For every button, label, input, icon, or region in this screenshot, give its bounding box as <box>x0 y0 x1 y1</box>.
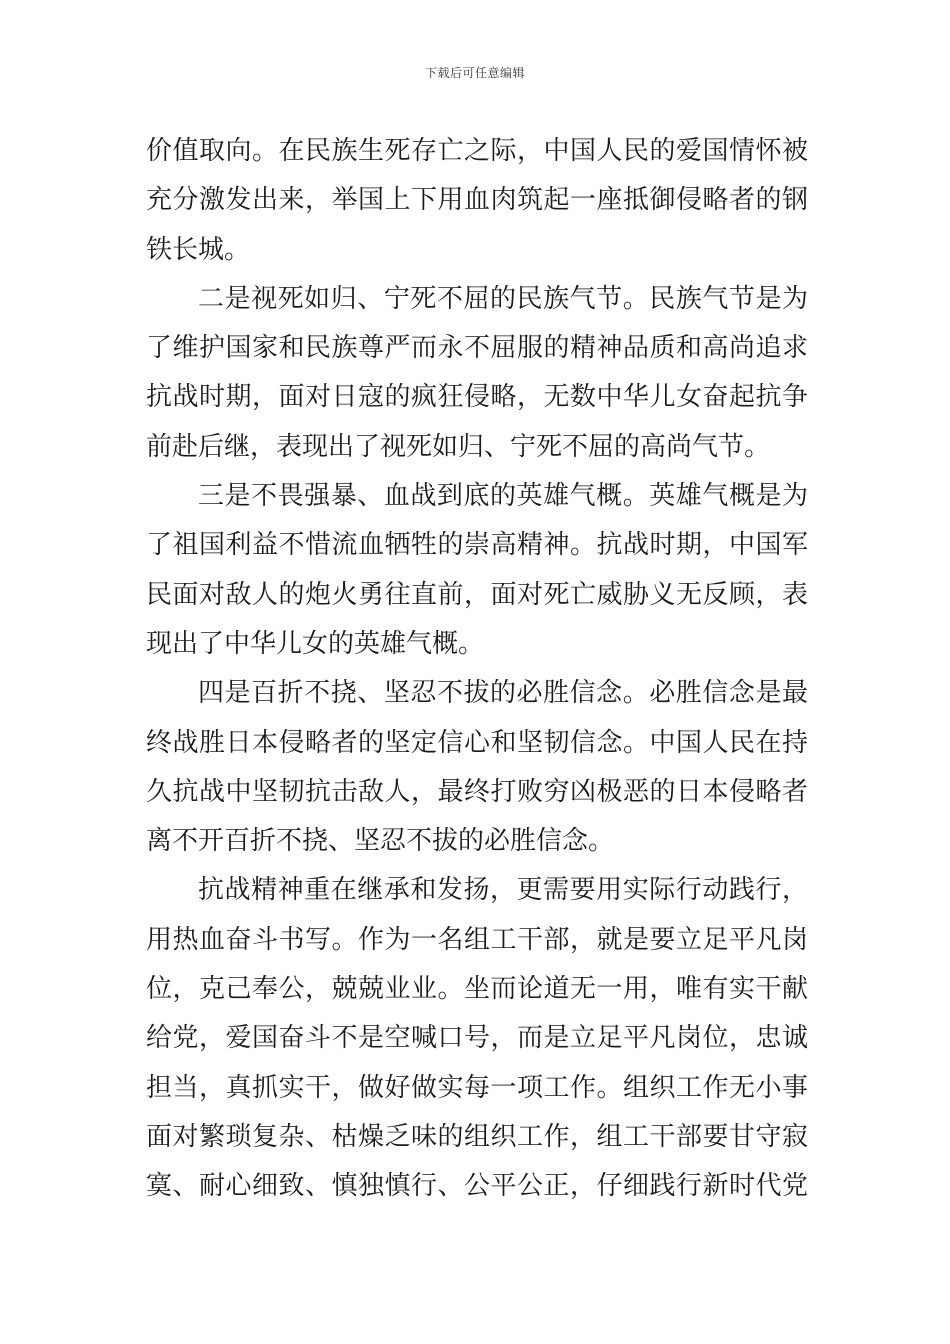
text-line: 抗战时期，面对日寇的疯狂侵略，无数中华儿女奋起抗争 <box>146 382 808 413</box>
text-line: 了祖国利益不惜流血牺牲的崇高精神。抗战时期，中国军 <box>146 530 808 561</box>
document-body <box>146 127 808 1212</box>
text-line: 久抗战中坚韧抗击敌人，最终打败穷凶极恶的日本侵略者 <box>146 776 808 807</box>
text-line: 了维护国家和民族尊严而永不屈服的精神品质和高尚追求 <box>146 333 808 364</box>
text-line: 价值取向。在民族生死存亡之际，中国人民的爱国情怀被 <box>146 136 808 166</box>
paragraph-start-line: 四是百折不挠、坚忍不拔的必胜信念。必胜信念是最 <box>198 678 808 709</box>
paragraph-start-line: 二是视死如归、宁死不屈的民族气节。民族气节是为 <box>198 283 808 314</box>
text-line: 前赴后继，表现出了视死如归、宁死不屈的高尚气节。 <box>146 431 771 462</box>
text-line: 离不开百折不挠、坚忍不拔的必胜信念。 <box>146 826 615 857</box>
text-line: 给党，爱国奋斗不是空喊口号，而是立足平凡岗位，忠诚 <box>146 1023 808 1054</box>
text-line: 面对繁琐复杂、枯燥乏味的组织工作，组工干部要甘守寂 <box>146 1121 808 1152</box>
text-line: 寞、耐心细致、慎独慎行、公平公正，仔细践行新时代党 <box>146 1171 808 1202</box>
text-line: 民面对敌人的炮火勇往直前，面对死亡威胁义无反顾，表 <box>146 579 808 610</box>
text-line: 位，克己奉公，兢兢业业。坐而论道无一用，唯有实干献 <box>146 974 808 1005</box>
text-line: 充分激发出来，举国上下用血肉筑起一座抵御侵略者的钢 <box>146 185 808 216</box>
text-line: 终战胜日本侵略者的坚定信心和坚韧信念。中国人民在持 <box>146 727 808 758</box>
page-header: 下载后可任意编辑 <box>424 66 525 80</box>
text-line: 担当，真抓实干，做好做实每一项工作。组织工作无小事 <box>146 1072 808 1103</box>
text-line: 铁长城。 <box>146 234 251 265</box>
paragraph-start-line: 三是不畏强暴、血战到底的英雄气概。英雄气概是为 <box>198 481 808 512</box>
paragraph-start-line: 抗战精神重在继承和发扬，更需要用实际行动践行， <box>198 875 808 906</box>
text-line: 现出了中华儿女的英雄气概。 <box>146 628 485 659</box>
text-line: 用热血奋斗书写。作为一名组工干部，就是要立足平凡岗 <box>146 924 808 955</box>
